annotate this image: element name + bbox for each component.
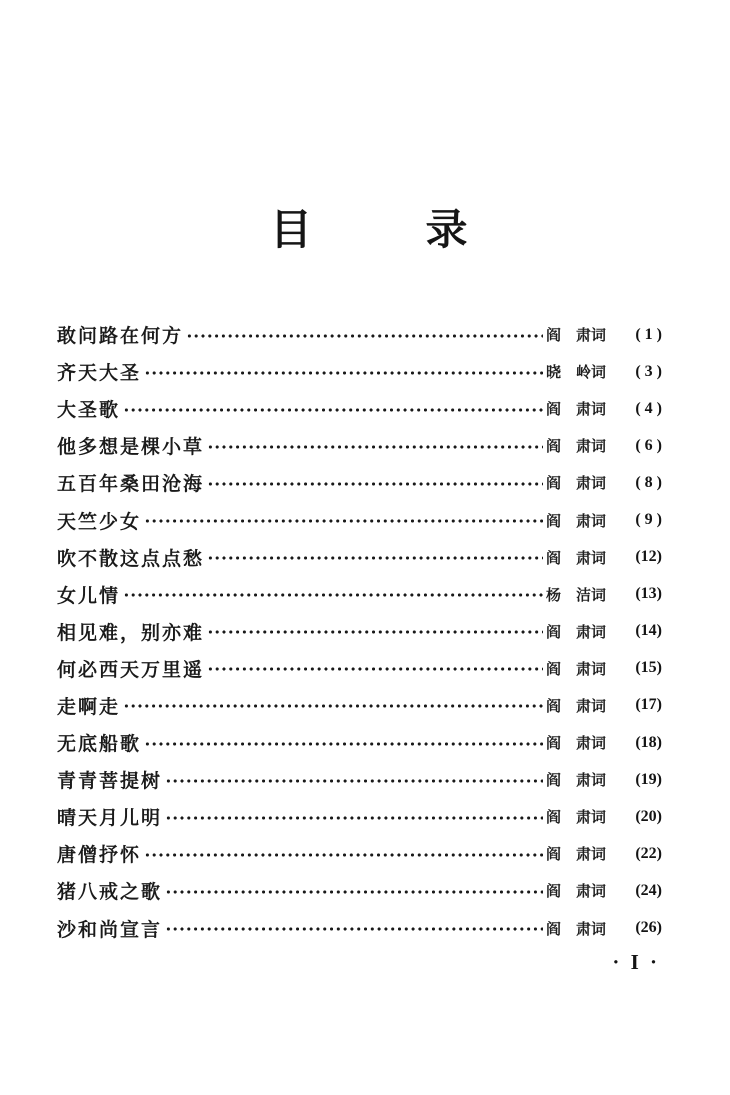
toc-entry-page-number: (17)	[635, 696, 662, 714]
toc-entry-author: 阎 肃词	[545, 921, 606, 938]
toc-entry-author: 阎 肃词	[545, 698, 606, 715]
toc-entry-author: 阎 肃词	[545, 624, 606, 641]
toc-entry-title: 相见难，别亦难	[57, 622, 205, 644]
dot-leader	[123, 407, 543, 413]
toc-entry-page-number: ( 3 )	[635, 362, 662, 380]
toc-entry-title: 他多想是棵小草	[57, 437, 205, 459]
toc-entry-title: 猪八戒之歌	[57, 882, 163, 904]
toc-entry-title: 青青菩提树	[57, 771, 163, 793]
toc-entry-title: 吹不散这点点愁	[57, 548, 205, 570]
toc-entry-author: 晓 岭词	[545, 365, 606, 382]
toc-entry-author: 阎 肃词	[545, 476, 606, 493]
dot-leader	[123, 703, 543, 709]
toc-entry	[57, 910, 662, 947]
toc-entry	[57, 798, 662, 835]
dot-leader	[165, 778, 543, 784]
dot-leader	[144, 741, 543, 747]
dot-leader	[186, 333, 543, 339]
toc-entry-title: 走啊走	[57, 696, 121, 718]
toc-entry-author: 阎 肃词	[545, 550, 606, 567]
toc-entry-title: 无底船歌	[57, 734, 142, 756]
dot-leader	[207, 629, 543, 635]
toc-entry-title: 沙和尚宣言	[57, 919, 163, 941]
toc-entry	[57, 872, 662, 909]
toc-entry-page-number: ( 4 )	[635, 399, 662, 417]
toc-entry	[57, 724, 662, 761]
toc-entry-author: 阎 肃词	[545, 847, 606, 864]
toc-entry-title: 女儿情	[57, 585, 121, 607]
toc-entry-page-number: ( 6 )	[635, 436, 662, 454]
toc-entry-author: 阎 肃词	[545, 773, 606, 790]
toc-entry-author: 阎 肃词	[545, 402, 606, 419]
toc-entry	[57, 613, 662, 650]
dot-leader	[144, 370, 543, 376]
dot-leader	[144, 518, 543, 524]
toc-entry-page-number: (18)	[635, 733, 662, 751]
toc-entry-author: 阎 肃词	[545, 810, 606, 827]
toc-entry-page-number: ( 9 )	[635, 511, 662, 529]
toc-entry	[57, 761, 662, 798]
toc-entry-page-number: (22)	[635, 844, 662, 862]
dot-leader	[165, 815, 543, 821]
toc-entry-title: 晴天月儿明	[57, 808, 163, 830]
toc-entry	[57, 835, 662, 872]
toc-entry-title: 敢问路在何方	[57, 326, 184, 348]
dot-leader	[207, 481, 543, 487]
toc-entry-author: 阎 肃词	[545, 884, 606, 901]
toc-entry-page-number: (12)	[635, 548, 662, 566]
dot-leader	[165, 889, 543, 895]
toc-entry-title: 何必西天万里遥	[57, 659, 205, 681]
dot-leader	[207, 444, 543, 450]
toc-entry-page-number: (26)	[635, 919, 662, 937]
toc-entry-page-number: (15)	[635, 659, 662, 677]
toc-entry-page-number: (20)	[635, 807, 662, 825]
toc-entry-page-number: (19)	[635, 770, 662, 788]
page-title-char-2: 录	[425, 208, 468, 254]
footer-page-number: · I ·	[612, 950, 660, 974]
toc-entry-author: 杨 洁词	[545, 587, 606, 604]
dot-leader	[165, 926, 543, 932]
toc-entry-author: 阎 肃词	[545, 661, 606, 678]
dot-leader	[207, 555, 543, 561]
toc-entry-page-number: ( 8 )	[635, 473, 662, 491]
toc-entry	[57, 353, 662, 390]
toc-entry	[57, 576, 662, 613]
dot-leader	[144, 852, 543, 858]
toc-entry-page-number: (13)	[635, 585, 662, 603]
toc-entry-page-number: (14)	[635, 622, 662, 640]
toc-entry-page-number: (24)	[635, 881, 662, 899]
toc-entry-author: 阎 肃词	[545, 736, 606, 753]
page-title	[270, 208, 468, 254]
page-title-char-1: 目	[270, 208, 313, 254]
dot-leader	[207, 666, 543, 672]
dot-leader	[123, 592, 543, 598]
toc-entry-title: 大圣歌	[57, 400, 121, 422]
toc-entry-title: 五百年桑田沧海	[57, 474, 205, 496]
toc-entry-author: 阎 肃词	[545, 513, 606, 530]
toc-entry	[57, 427, 662, 464]
toc-entry	[57, 390, 662, 427]
toc-entry-title: 齐天大圣	[57, 363, 142, 385]
toc-entry-page-number: ( 1 )	[635, 325, 662, 343]
toc-entry	[57, 316, 662, 353]
toc-entry	[57, 687, 662, 724]
toc-entry-author: 阎 肃词	[545, 439, 606, 456]
toc-entry	[57, 539, 662, 576]
toc-entry	[57, 464, 662, 501]
toc-entry	[57, 650, 662, 687]
toc-entry	[57, 501, 662, 538]
toc-entry-author: 阎 肃词	[545, 328, 606, 345]
toc-entry-title: 天竺少女	[57, 511, 142, 533]
toc-entry-list	[57, 316, 662, 947]
toc-entry-title: 唐僧抒怀	[57, 845, 142, 867]
